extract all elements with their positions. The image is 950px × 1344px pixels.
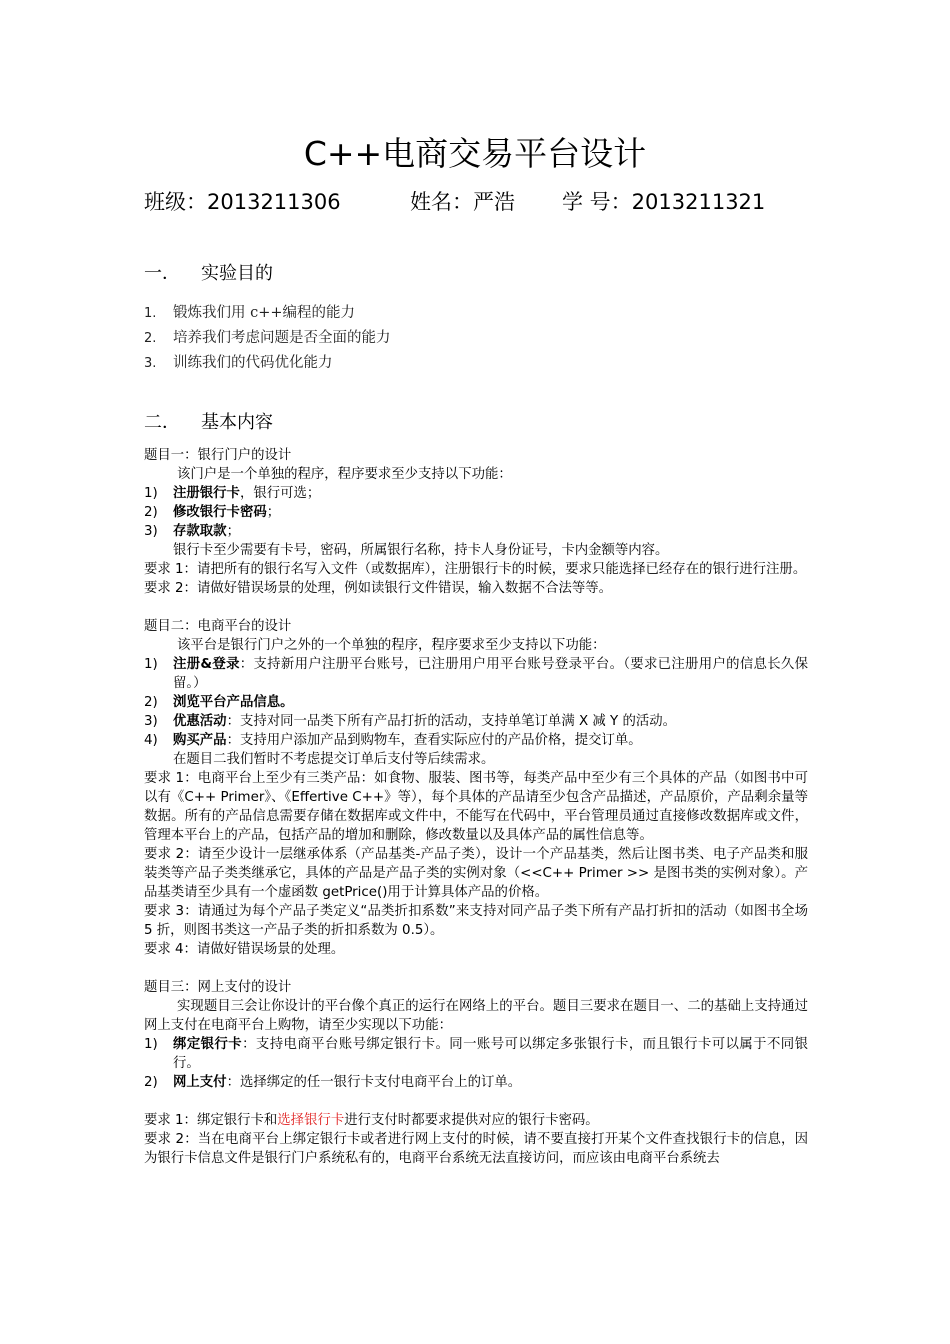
topic-note: 银行卡至少需要有卡号，密码，所属银行名称，持卡人身份证号，卡内金额等内容。 [173,543,669,558]
name-field: 姓名：严浩 [410,190,515,214]
list-item: 2) 修改银行卡密码； [144,505,281,520]
topic-title: 题目三：网上支付的设计 [144,980,292,995]
requirement: 要求 2：请做好错误场景的处理，例如读银行文件错误，输入数据不合法等等。 [144,581,613,596]
section-title: 基本内容 [201,412,273,433]
topic-title: 题目二：电商平台的设计 [144,619,292,634]
list-item: 1) 注册&登录：支持新用户注册平台账号，已注册用户用平台账号登录平台。（要求已注册用户的信息长久保留。） [144,657,809,691]
section-heading-1 [144,259,273,285]
highlighted-text: 选择银行卡 [277,1113,345,1128]
requirement: 要求 1：请把所有的银行名写入文件（或数据库），注册银行卡的时候，要求只能选择已经存在的银行进行注册。 [144,562,807,577]
topic-title: 题目一：银行门户的设计 [144,448,292,463]
requirement: 要求 1：绑定银行卡和选择银行卡进行支付时都要求提供对应的银行卡密码。 [144,1113,599,1128]
section-heading-2 [144,408,273,434]
list-item: 3) 存款取款； [144,524,240,539]
requirement: 要求 2：当在电商平台上绑定银行卡或者进行网上支付的时候，请不要直接打开某个文件查找银行卡的信息，因为银行卡信息文件是银行门户系统私有的，电商平台系统无法直接访问，而应该由电商平台系统去 [144,1132,808,1166]
topic-intro: 该平台是银行门户之外的一个单独的程序，程序要求至少支持以下功能： [177,638,606,653]
list-item: 2. 培养我们考虑问题是否全面的能力 [144,330,391,346]
list-item: 1. 锻炼我们用 c++编程的能力 [144,305,356,321]
section-title: 实验目的 [201,263,273,284]
requirement: 要求 4：请做好错误场景的处理。 [144,942,345,957]
list-item: 1) 绑定银行卡：支持电商平台账号绑定银行卡。同一账号可以绑定多张银行卡，而且银行卡可以属于不同银行。 [144,1037,809,1071]
list-item: 3) 优惠活动：支持对同一品类下所有产品打折的活动，支持单笔订单满 X 减 Y 的活动。 [144,714,677,729]
section-number: 一． [144,263,180,284]
list-item: 4) 购买产品：支持用户添加产品到购物车，查看实际应付的产品价格，提交订单。 [144,733,642,748]
class-field: 班级：2013211306 [144,190,341,214]
list-item: 2) 网上支付：选择绑定的任一银行卡支付电商平台上的订单。 [144,1075,522,1090]
requirement: 要求 3：请通过为每个产品子类定义“品类折扣系数”来支持对同产品子类下所有产品打折扣的活动（如图书全场 5 折，则图书类这一产品子类的折扣系数为 0.5）。 [144,904,808,938]
list-item: 3. 训练我们的代码优化能力 [144,355,333,371]
list-item: 1) 注册银行卡，银行可选； [144,486,321,501]
page-title: C++电商交易平台设计 [303,134,647,173]
student-id-field: 学 号：2013211321 [562,190,766,214]
requirement: 要求 2：请至少设计一层继承体系（产品基类-产品子类），设计一个产品基类，然后让图书类、电子产品类和服装类等产品子类类继承它，具体的产品是产品子类的实例对象（<<C++ Primer >> 是图书类的实例对象）。产品基类请至少具有一个虚函数 getPrice()用于计算具体产品的价格。 [144,847,808,900]
topic-intro: 实现题目三会让你设计的平台像个真正的运行在网络上的平台。题目三要求在题目一、二的基础上支持通过网上支付在电商平台上购物，请至少实现以下功能： [144,999,808,1033]
requirement: 要求 1：电商平台上至少有三类产品：如食物、服装、图书等，每类产品中至少有三个具体的产品（如图书中可以有《C++ Primer》、《Effertive C++》等），每个具体的产品请至少包含产品描述，产品原价，产品剩余量等数据。所有的产品信息需要存储在数据库或文件中，不能写在代码中，平台管理员通过直接修改数据库或文件，管理本平台上的产品，包括产品的增加和删除，修改数量以及具体产品的属性信息等。 [144,771,808,843]
list-item: 2) 浏览平台产品信息。 [144,695,294,710]
content-body [144,446,808,1168]
section-number: 二． [144,412,180,433]
topic-intro: 该门户是一个单独的程序，程序要求至少支持以下功能： [177,467,512,482]
topic-note: 在题目二我们暂时不考虑提交订单后支付等后续需求。 [173,752,495,767]
